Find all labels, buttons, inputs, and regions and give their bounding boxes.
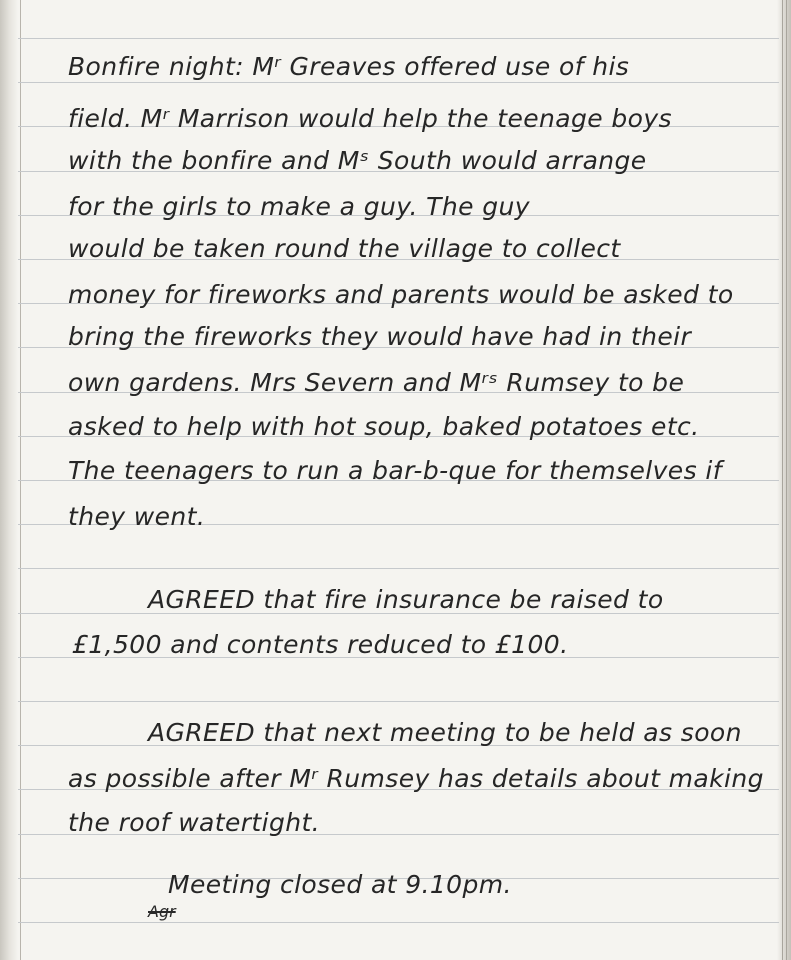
closing-line: Meeting closed at 9.10pm.: [168, 870, 512, 899]
page-edge-line: [782, 0, 783, 960]
minutes-line: as possible after Mʳ Rumsey has details about making: [68, 764, 764, 793]
minutes-line: with the bonfire and Mˢ South would arrange: [68, 146, 647, 175]
page-edge-line: [786, 0, 787, 960]
minutes-line: for the girls to make a guy. The guy: [68, 192, 530, 221]
minutes-line: bring the fireworks they would have had in their: [68, 322, 692, 351]
minutes-line: The teenagers to run a bar-b-que for themselves if: [68, 456, 722, 485]
ruled-line: [18, 922, 779, 923]
minutes-line: Bonfire night: Mʳ Greaves offered use of his: [68, 52, 630, 81]
minutes-line: AGREED that next meeting to be held as soon: [148, 718, 742, 747]
minutes-line: the roof watertight.: [68, 808, 321, 837]
minutes-line: they went.: [68, 502, 206, 531]
minutes-line: money for fireworks and parents would be asked to: [68, 280, 734, 309]
notebook-spine: [0, 0, 18, 960]
crossed-out-word: Agr: [148, 902, 176, 921]
minutes-line: AGREED that fire insurance be raised to: [148, 585, 664, 614]
page-edge: [777, 0, 791, 960]
minutes-line: £1,500 and contents reduced to £100.: [72, 630, 569, 659]
minutes-line: field. Mʳ Marrison would help the teenage boys: [68, 104, 672, 133]
ruled-line: [18, 82, 779, 83]
ruled-line: [18, 38, 779, 39]
ruled-line: [18, 701, 779, 702]
minutes-line: own gardens. Mrs Severn and Mʳˢ Rumsey to be: [68, 368, 685, 397]
minutes-line: asked to help with hot soup, baked potatoes etc.: [68, 412, 700, 441]
minutes-line: would be taken round the village to collect: [68, 234, 621, 263]
ruled-line: [18, 568, 779, 569]
